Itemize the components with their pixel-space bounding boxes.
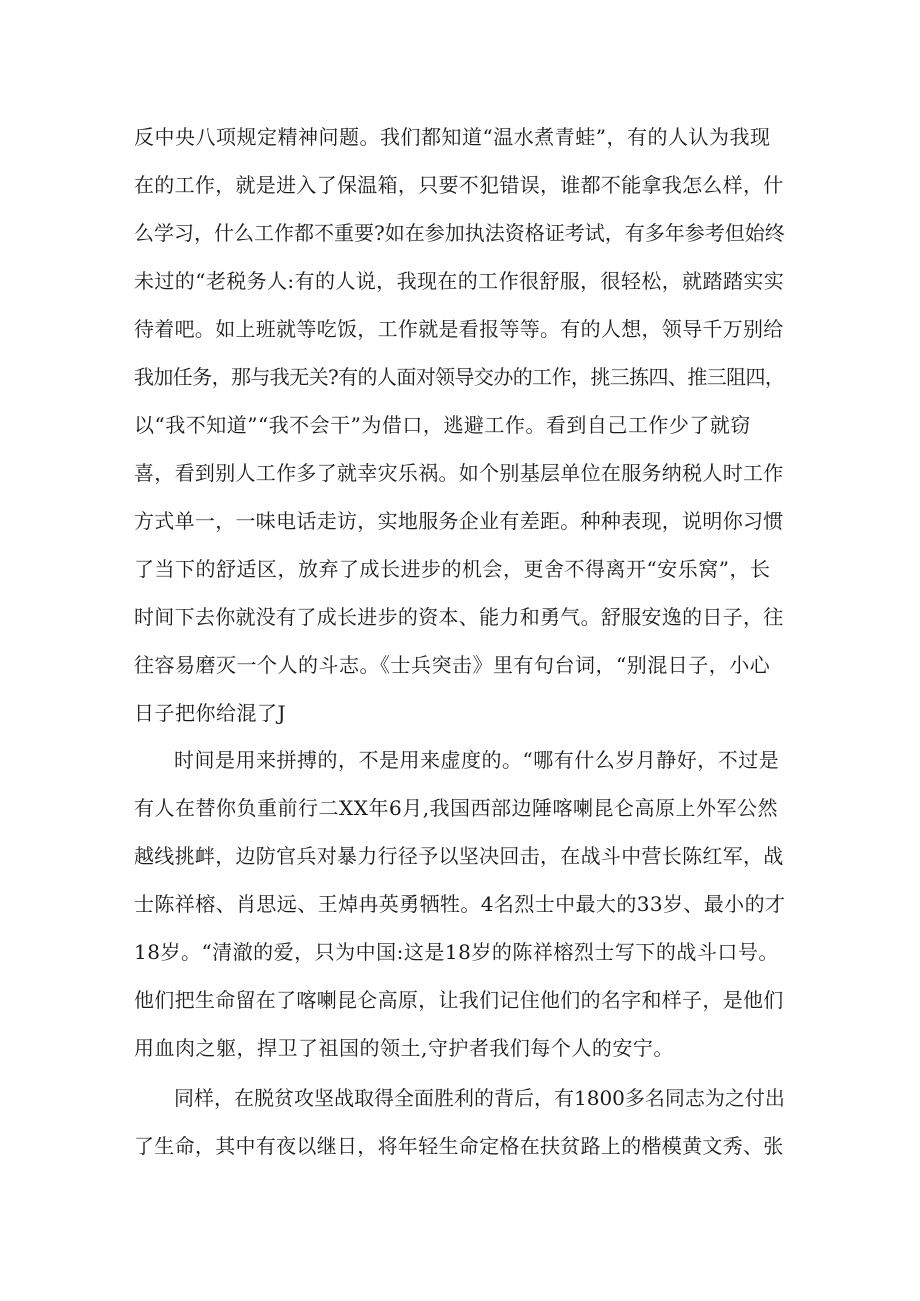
paragraph-1: [134, 113, 786, 737]
paragraph-2: [134, 736, 786, 1072]
text-line: 未过的“老税务人:有的人说，我现在的工作很舒服，很轻松，就踏踏实实: [134, 269, 785, 293]
text-line: 用血肉之躯，捍卫了祖国的领土,守护者我们每个人的安宁。: [134, 1036, 674, 1060]
text-line: 同样，在脱贫攻坚战取得全面胜利的背后，有1800多名同志为之付出: [174, 1086, 785, 1110]
text-line: 了生命，其中有夜以继日，将年轻生命定格在扶贫路上的楷模黄文秀、张: [134, 1134, 784, 1158]
text-line: 方式单一，一味电话走访，实地服务企业有差距。种种表现，说明你习惯: [134, 509, 784, 533]
text-line: 越线挑衅，边防官兵对暴力行径予以坚决回击，在战斗中营长陈红军，战: [134, 844, 784, 868]
text-line: 有人在替你负重前行二XX年6月,我国西部边陲喀喇昆仑高原上外军公然: [134, 796, 779, 820]
text-line: 往容易磨灭一个人的斗志。《士兵突击》里有句台词，“别混日子，小心: [134, 653, 771, 677]
text-line: 在的工作，就是进入了保温箱，只要不犯错误，谁都不能拿我怎么样，什: [134, 173, 784, 197]
text-line: 么学习，什么工作都不重要?如在参加执法资格证考试，有多年参考但始终: [134, 221, 785, 245]
text-line: 士陈祥榕、肖思远、王焯冉英勇牺牲。4名烈士中最大的33岁、最小的才: [134, 892, 786, 916]
text-line: 我加任务，那与我无关?有的人面对领导交办的工作，挑三拣四、推三阻四，: [134, 365, 785, 389]
text-line: 反中央八项规定精神问题。我们都知道“温水煮青蛙”，有的人认为我现: [134, 125, 771, 149]
text-line: 时间是用来拼搏的，不是用来虚度的。“哪有什么岁月静好，不过是: [174, 748, 780, 772]
paragraph-3: [134, 1074, 786, 1170]
text-line: 时间下去你就没有了成长进步的资本、能力和勇气。舒服安逸的日子，往: [134, 605, 784, 629]
text-line: 他们把生命留在了喀喇昆仑高原，让我们记住他们的名字和样子，是他们: [134, 988, 784, 1012]
text-line: 以“我不知道”“我不会干”为借口，逃避工作。看到自己工作少了就窃: [134, 413, 751, 437]
text-line: 喜，看到别人工作多了就幸灾乐祸。如个别基层单位在服务纳税人时工作: [134, 461, 784, 485]
text-line: 待着吧。如上班就等吃饭，工作就是看报等等。有的人想，领导千万别给: [134, 317, 784, 341]
text-line: 了当下的舒适区，放弃了成长进步的机会，更舍不得离开“安乐窝”，长: [134, 557, 771, 581]
text-line: 18岁。“清澈的爱，只为中国:这是18岁的陈祥榕烈士写下的战斗口号。: [134, 940, 779, 964]
text-line: 日子把你给混了J: [134, 701, 287, 725]
